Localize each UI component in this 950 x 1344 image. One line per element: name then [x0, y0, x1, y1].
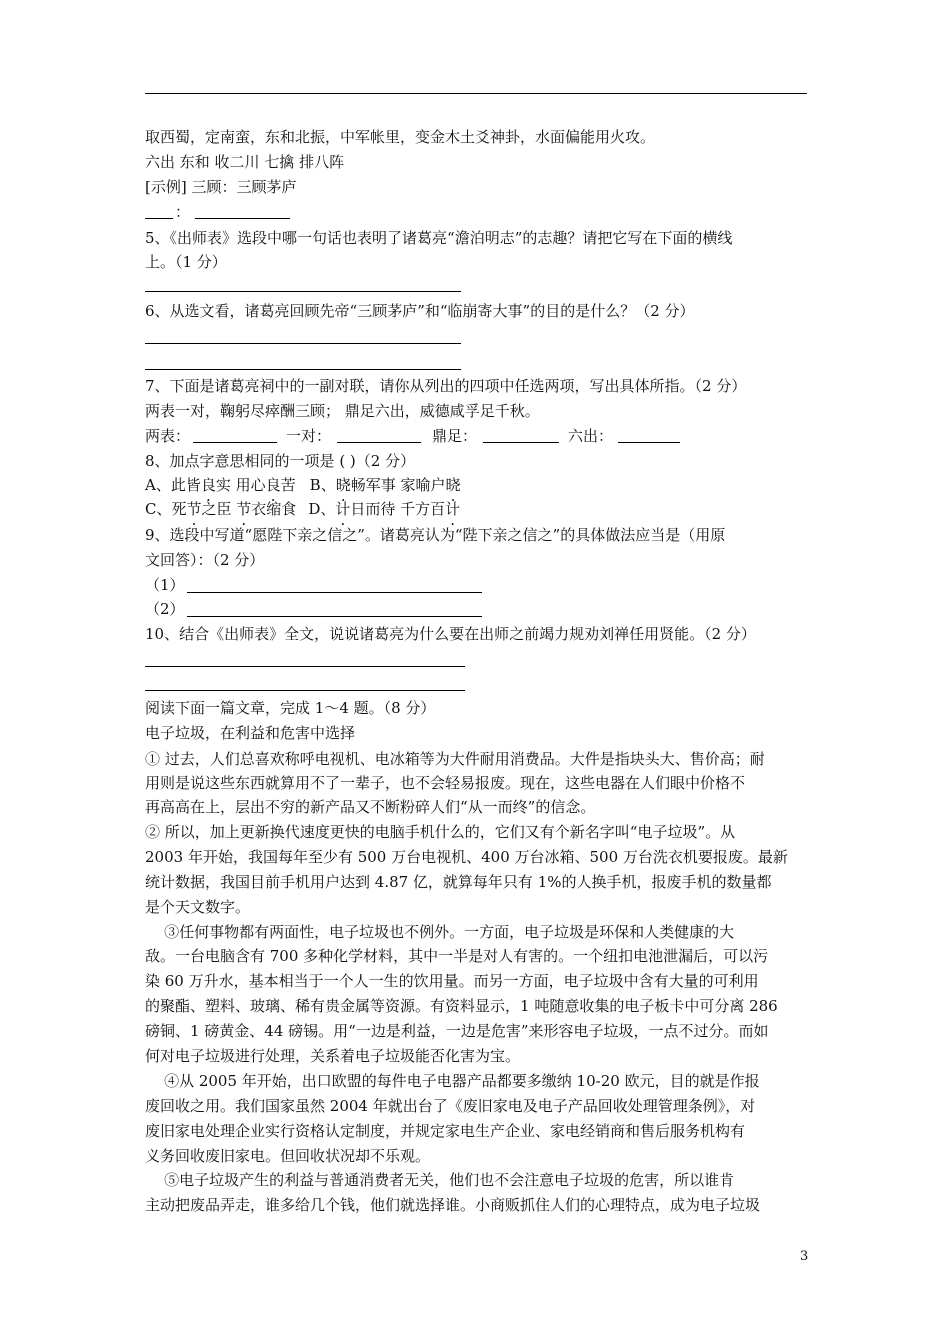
q7-couplet: 两表一对，鞠躬尽瘁酬三顾； 鼎足六出，威德咸孚足千秋。 — [145, 402, 540, 420]
paragraph-4-line: 废旧家电处理企业实行资格认定制度，并规定家电生产企业、家电经销商和售后服务机构有 — [145, 1122, 746, 1140]
paragraph-2-line: 2003 年开始，我国每年至少有 500 万台电视机、400 万台冰箱、500 万台洗衣机要报废。最新 — [145, 848, 788, 866]
q8-a-dotted-2: 良 — [265, 476, 281, 494]
q8-a-pre: A、此皆 — [145, 476, 201, 494]
page-number: 3 — [800, 1249, 809, 1264]
q7-question: 7、下面是诸葛亮祠中的一副对联，请你从列出的四项中任选两项，写出具体所指。（2 分） — [145, 377, 747, 395]
q6-question: 6、从选文看，诸葛亮回顾先帝“三顾茅庐”和“临崩寄大事”的目的是什么？（2 分） — [145, 302, 695, 320]
q9-answer-line-1[interactable] — [187, 592, 482, 593]
q8-b-dotted-1: 晓 — [335, 476, 351, 494]
top-rule — [145, 93, 807, 94]
q7-label-dingzu: 鼎足： — [432, 427, 478, 445]
q10-question: 10、结合《出师表》全文，说说诸葛亮为什么要在出师之前竭力规劝刘禅任用贤能。（2 分） — [145, 625, 756, 643]
q4-colon: ： — [175, 203, 191, 221]
paragraph-3-line: 敌。一台电脑含有 700 多种化学材料，其中一半是对人有害的。一个纽扣电池泄漏后，可以污 — [145, 947, 769, 965]
article-title: 电子垃圾，在利益和危害中选择 — [145, 724, 356, 742]
paragraph-4-line: ④从 2005 年开始，出口欧盟的每件电子电器产品都要多缴纳 10-20 欧元，目的就是作报 — [145, 1072, 760, 1090]
q6-answer-line-1[interactable] — [145, 343, 461, 344]
q4-answer-blank-2[interactable] — [195, 218, 290, 219]
paragraph-3-line: 染 60 万升水，基本相当于一个人一生的饮用量。而另一方面，电子垃圾中含有大量的可利用 — [145, 972, 759, 990]
paragraph-3-line: 磅铜、1 磅黄金、44 磅锡。用“一边是利益，一边是危害”来形容电子垃圾，一点不过分。而如 — [145, 1022, 769, 1040]
q8-option-cd[interactable] — [145, 499, 460, 519]
q8-d-dotted-1: 计 — [335, 500, 351, 518]
q7-blank-yidui[interactable] — [337, 442, 421, 443]
paragraph-1-line: 再高高在上，层出不穷的新产品又不断粉碎人们“从一而终”的信念。 — [145, 798, 596, 816]
paragraph-4-line: 义务回收废旧家电。但回收状况却不乐观。 — [145, 1147, 431, 1165]
q8-a-dotted-1: 良 — [200, 476, 216, 494]
q4-example: [示例] 三顾：三顾茅庐 — [145, 178, 297, 196]
q8-d-mid: 日而待 千方百 — [350, 500, 446, 518]
q7-blank-liuchu[interactable] — [618, 442, 680, 443]
q8-b-mid: 畅军事 家喻户 — [350, 476, 446, 494]
q9-question-line2: 文回答）：（2 分） — [145, 551, 265, 569]
paragraph-2-line: 统计数据，我国目前手机用户达到 4.87 亿，就算每年只有 1%的人换手机，报废手机的数量都 — [145, 873, 772, 891]
q4-riddle-text: 取西蜀，定南蛮，东和北振，中军帐里，变金木土爻神卦，水面偏能用火攻。 — [145, 128, 656, 146]
q5-answer-line[interactable] — [145, 291, 461, 292]
q7-blank-liangbiao[interactable] — [193, 442, 277, 443]
q10-answer-line-1[interactable] — [145, 666, 465, 667]
q9-answer-line-2[interactable] — [187, 616, 482, 617]
paragraph-1-line: 用则是说这些东西就算用不了一辈子，也不会轻易报废。现在，这些电器在人们眼中价格不 — [145, 774, 746, 792]
q8-d-dotted-2: 计 — [445, 500, 461, 518]
q8-d-pre: D、 — [308, 500, 336, 518]
q4-options: 六出 东和 收二川 七擒 排八阵 — [145, 153, 345, 171]
q8-c-post: 衣缩食 — [251, 500, 297, 518]
paragraph-3-line: 何对电子垃圾进行处理，关系着电子垃圾能否化害为宝。 — [145, 1047, 521, 1065]
q7-label-yidui: 一对： — [286, 427, 332, 445]
reading-instructions: 阅读下面一篇文章，完成 1～4 题。（8 分） — [145, 699, 436, 717]
paragraph-3-line: 的聚酯、塑料、玻璃、稀有贵金属等资源。有资料显示，1 吨随意收集的电子板卡中可分离 286 — [145, 997, 778, 1015]
q4-answer-blank-1[interactable] — [145, 218, 173, 219]
q5-question-line2: 上。（1 分） — [145, 253, 227, 271]
q8-option-ab[interactable] — [145, 475, 461, 495]
q6-answer-line-2[interactable] — [145, 369, 461, 370]
q9-number-1: （1） — [145, 576, 185, 594]
q8-question: 8、加点字意思相同的一项是 ( )（2 分） — [145, 452, 416, 470]
q10-answer-line-2[interactable] — [145, 690, 465, 691]
paragraph-5-line: 主动把废品弄走，谁多给几个钱，他们就选择谁。小商贩抓住人们的心理特点，成为电子垃圾 — [145, 1196, 761, 1214]
q8-c-dotted-2: 节 — [236, 500, 252, 518]
paragraph-4-line: 废回收之用。我们国家虽然 2004 年就出台了《废旧家电及电子产品回收处理管理条例》，对 — [145, 1097, 756, 1115]
q9-question-line1: 9、选段中写道“愿陛下亲之信之”。诸葛亮认为“陛下亲之信之”的具体做法应当是（用原 — [145, 526, 726, 544]
q7-blank-dingzu[interactable] — [483, 442, 559, 443]
paragraph-1-line: ① 过去，人们总喜欢称呼电视机、电冰箱等为大件耐用消费品。大件是指块头大、售价高；耐 — [145, 750, 765, 768]
q8-c-dotted-1: 节 — [186, 500, 202, 518]
q8-a-post: 苦 — [280, 476, 296, 494]
q8-c-pre: C、死 — [145, 500, 187, 518]
q8-a-mid: 实 用心 — [215, 476, 266, 494]
q5-question-line1: 5、《出师表》选段中哪一句话也表明了诸葛亮“澹泊明志”的志趣？请把它写在下面的横线 — [145, 229, 733, 247]
q7-label-liuchu: 六出： — [568, 427, 614, 445]
q9-number-2: （2） — [145, 600, 185, 618]
paragraph-2-line: 是个天文数字。 — [145, 898, 251, 916]
q8-b-pre: B、 — [309, 476, 336, 494]
paragraph-2-line: ② 所以，加上更新换代速度更快的电脑手机什么的，它们又有个新名字叫“电子垃圾”。从 — [145, 823, 736, 841]
paragraph-5-line: ⑤电子垃圾产生的利益与普通消费者无关，他们也不会注意电子垃圾的危害，所以谁肯 — [145, 1171, 735, 1189]
q7-label-liangbiao: 两表： — [145, 427, 191, 445]
q8-c-mid: 之臣 — [201, 500, 237, 518]
q8-b-dotted-2: 晓 — [445, 476, 461, 494]
paragraph-3-line: ③任何事物都有两面性，电子垃圾也不例外。一方面，电子垃圾是环保和人类健康的大 — [145, 923, 735, 941]
